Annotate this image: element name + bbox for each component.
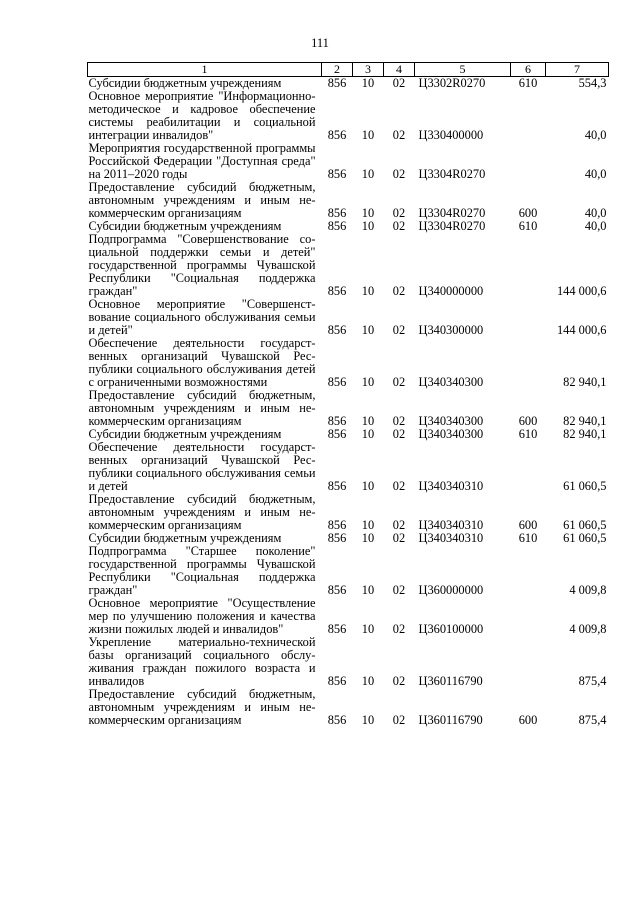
budget-table <box>87 62 609 727</box>
row-section-code: 10 <box>361 622 375 636</box>
row-name: Предоставление субсидий бюджетным, автономным учреждениям и иным некоммерческим организациям <box>88 687 316 727</box>
row-section-code: 10 <box>361 76 375 90</box>
row-target-article: Ц340340310 <box>418 531 484 545</box>
row-subsection-code: 02 <box>392 375 406 389</box>
row-admin-code: 856 <box>327 713 347 727</box>
row-target-article: Ц360116790 <box>418 674 483 688</box>
table-header <box>88 63 609 77</box>
row-subsection-code: 02 <box>392 219 406 233</box>
row-expense-type: 600 <box>518 518 538 532</box>
row-admin-code: 856 <box>327 76 347 90</box>
row-admin-code: 856 <box>327 427 347 441</box>
row-amount: 144 000,6 <box>556 284 607 298</box>
table-row <box>88 77 609 91</box>
row-name: Предоставление субсидий бюджетным, автономным учреждениям и иным некоммерческим организациям <box>88 180 316 220</box>
row-admin-code: 856 <box>327 674 347 688</box>
column-header-6: 6 <box>511 63 546 77</box>
row-target-article: Ц3304R0270 <box>418 219 486 233</box>
row-target-article: Ц340300000 <box>418 323 484 337</box>
row-subsection-code: 02 <box>392 76 406 90</box>
row-target-article: Ц330400000 <box>418 128 484 142</box>
table-row <box>88 233 609 298</box>
table-row <box>88 181 609 220</box>
table-row <box>88 389 609 428</box>
row-amount: 40,0 <box>584 206 607 220</box>
row-section-code: 10 <box>361 128 375 142</box>
row-amount: 82 940,1 <box>563 375 607 389</box>
table-row <box>88 545 609 597</box>
row-name: Субсидии бюджетным учреждениям <box>88 219 282 233</box>
row-admin-code: 856 <box>327 128 347 142</box>
column-header-7: 7 <box>546 63 609 77</box>
row-name: Обеспечение деятельности государственных организаций Чувашской Республики социального обслуживания семьи и детей <box>88 440 316 493</box>
row-name: Основное мероприятие "Совершенствование социального обслуживания семьи и детей" <box>88 297 316 337</box>
table-row <box>88 493 609 532</box>
row-target-article: Ц340000000 <box>418 284 484 298</box>
row-admin-code: 856 <box>327 414 347 428</box>
row-admin-code: 856 <box>327 375 347 389</box>
row-section-code: 10 <box>361 206 375 220</box>
table-row <box>88 441 609 493</box>
row-admin-code: 856 <box>327 167 347 181</box>
page-number: 111 <box>311 36 329 50</box>
row-amount: 82 940,1 <box>563 427 607 441</box>
row-amount: 144 000,6 <box>556 323 607 337</box>
row-section-code: 10 <box>361 674 375 688</box>
row-subsection-code: 02 <box>392 674 406 688</box>
row-amount: 61 060,5 <box>563 518 607 532</box>
row-section-code: 10 <box>361 427 375 441</box>
row-expense-type: 600 <box>518 206 538 220</box>
table-row <box>88 636 609 688</box>
row-target-article: Ц3302R0270 <box>418 76 486 90</box>
row-expense-type: 600 <box>518 414 538 428</box>
row-subsection-code: 02 <box>392 427 406 441</box>
row-admin-code: 856 <box>327 531 347 545</box>
row-amount: 4 009,8 <box>569 583 607 597</box>
row-amount: 82 940,1 <box>563 414 607 428</box>
row-section-code: 10 <box>361 323 375 337</box>
row-admin-code: 856 <box>327 206 347 220</box>
row-amount: 875,4 <box>578 713 607 727</box>
row-section-code: 10 <box>361 531 375 545</box>
table-row <box>88 142 609 181</box>
row-section-code: 10 <box>361 583 375 597</box>
row-target-article: Ц3304R0270 <box>418 206 486 220</box>
row-expense-type <box>511 636 546 688</box>
row-target-article: Ц340340310 <box>418 518 484 532</box>
row-amount: 4 009,8 <box>569 622 607 636</box>
column-header-5: 5 <box>415 63 511 77</box>
row-subsection-code: 02 <box>392 284 406 298</box>
row-subsection-code: 02 <box>392 323 406 337</box>
row-section-code: 10 <box>361 479 375 493</box>
row-expense-type <box>511 298 546 337</box>
row-amount: 61 060,5 <box>563 479 607 493</box>
row-subsection-code: 02 <box>392 206 406 220</box>
table-row <box>88 90 609 142</box>
row-subsection-code: 02 <box>392 128 406 142</box>
row-expense-type: 610 <box>518 76 538 90</box>
row-target-article: Ц360100000 <box>418 622 484 636</box>
row-name: Обеспечение деятельности государственных организаций Чувашской Республики социального обслуживания детей с ограниченными возможностями <box>88 336 316 389</box>
row-admin-code: 856 <box>327 518 347 532</box>
row-section-code: 10 <box>361 414 375 428</box>
row-target-article: Ц340340300 <box>418 414 484 428</box>
row-name: Укрепление материально-технической базы организаций социального обслуживания граждан пожилого возраста и инвалидов <box>88 635 316 688</box>
table-row <box>88 688 609 727</box>
row-name: Субсидии бюджетным учреждениям <box>88 76 282 90</box>
row-amount: 875,4 <box>578 674 607 688</box>
row-subsection-code: 02 <box>392 414 406 428</box>
row-name: Подпрограмма "Совершенствование социальной поддержки семьи и детей" государственной программы Чувашской Республики "Социальная поддержка граждан" <box>88 232 316 298</box>
row-subsection-code: 02 <box>392 531 406 545</box>
row-subsection-code: 02 <box>392 583 406 597</box>
row-target-article: Ц340340310 <box>418 479 484 493</box>
row-subsection-code: 02 <box>392 167 406 181</box>
row-expense-type <box>511 597 546 636</box>
row-section-code: 10 <box>361 167 375 181</box>
row-name: Субсидии бюджетным учреждениям <box>88 427 282 441</box>
row-expense-type <box>511 441 546 493</box>
row-expense-type: 610 <box>518 427 538 441</box>
row-admin-code: 856 <box>327 583 347 597</box>
row-section-code: 10 <box>361 518 375 532</box>
row-amount: 40,0 <box>584 219 607 233</box>
row-target-article: Ц340340300 <box>418 375 484 389</box>
column-header-3: 3 <box>353 63 384 77</box>
table-row <box>88 337 609 389</box>
row-amount: 40,0 <box>584 167 607 181</box>
row-subsection-code: 02 <box>392 622 406 636</box>
table-row <box>88 597 609 636</box>
row-expense-type <box>511 233 546 298</box>
table-body <box>88 77 609 728</box>
row-name: Предоставление субсидий бюджетным, автономным учреждениям и иным некоммерческим организациям <box>88 388 316 428</box>
row-amount: 554,3 <box>578 76 607 90</box>
row-name: Основное мероприятие "Осуществление мер по улучшению положения и качества жизни пожилых людей и инвалидов" <box>88 596 316 636</box>
table-row <box>88 298 609 337</box>
row-section-code: 10 <box>361 284 375 298</box>
row-admin-code: 856 <box>327 479 347 493</box>
header-row <box>88 63 609 77</box>
row-name: Основное мероприятие "Информационно-методическое и кадровое обеспечение системы реабилитации и социальной интеграции инвалидов" <box>88 89 316 142</box>
row-admin-code: 856 <box>327 219 347 233</box>
row-target-article: Ц360116790 <box>418 713 483 727</box>
row-expense-type <box>511 545 546 597</box>
column-header-4: 4 <box>384 63 415 77</box>
row-expense-type <box>511 337 546 389</box>
row-amount: 61 060,5 <box>563 531 607 545</box>
row-expense-type <box>511 142 546 181</box>
row-expense-type: 600 <box>518 713 538 727</box>
row-name: Подпрограмма "Старшее поколение" государственной программы Чувашской Республики "Социальная поддержка граждан" <box>88 544 316 597</box>
row-section-code: 10 <box>361 219 375 233</box>
row-expense-type <box>511 90 546 142</box>
row-admin-code: 856 <box>327 323 347 337</box>
row-name: Субсидии бюджетным учреждениям <box>88 531 282 545</box>
row-expense-type: 610 <box>518 531 538 545</box>
row-target-article: Ц340340300 <box>418 427 484 441</box>
row-expense-type: 610 <box>518 219 538 233</box>
row-name: Мероприятия государственной программы Российской Федерации "Доступная среда" на 2011–2020 годы <box>88 141 316 181</box>
row-subsection-code: 02 <box>392 518 406 532</box>
row-subsection-code: 02 <box>392 713 406 727</box>
row-admin-code: 856 <box>327 622 347 636</box>
row-section-code: 10 <box>361 375 375 389</box>
column-header-1: 1 <box>88 63 322 77</box>
row-target-article: Ц360000000 <box>418 583 484 597</box>
row-subsection-code: 02 <box>392 479 406 493</box>
row-target-article: Ц3304R0270 <box>418 167 486 181</box>
row-amount: 40,0 <box>584 128 607 142</box>
column-header-2: 2 <box>322 63 353 77</box>
row-section-code: 10 <box>361 713 375 727</box>
row-admin-code: 856 <box>327 284 347 298</box>
row-name: Предоставление субсидий бюджетным, автономным учреждениям и иным некоммерческим организациям <box>88 492 316 532</box>
